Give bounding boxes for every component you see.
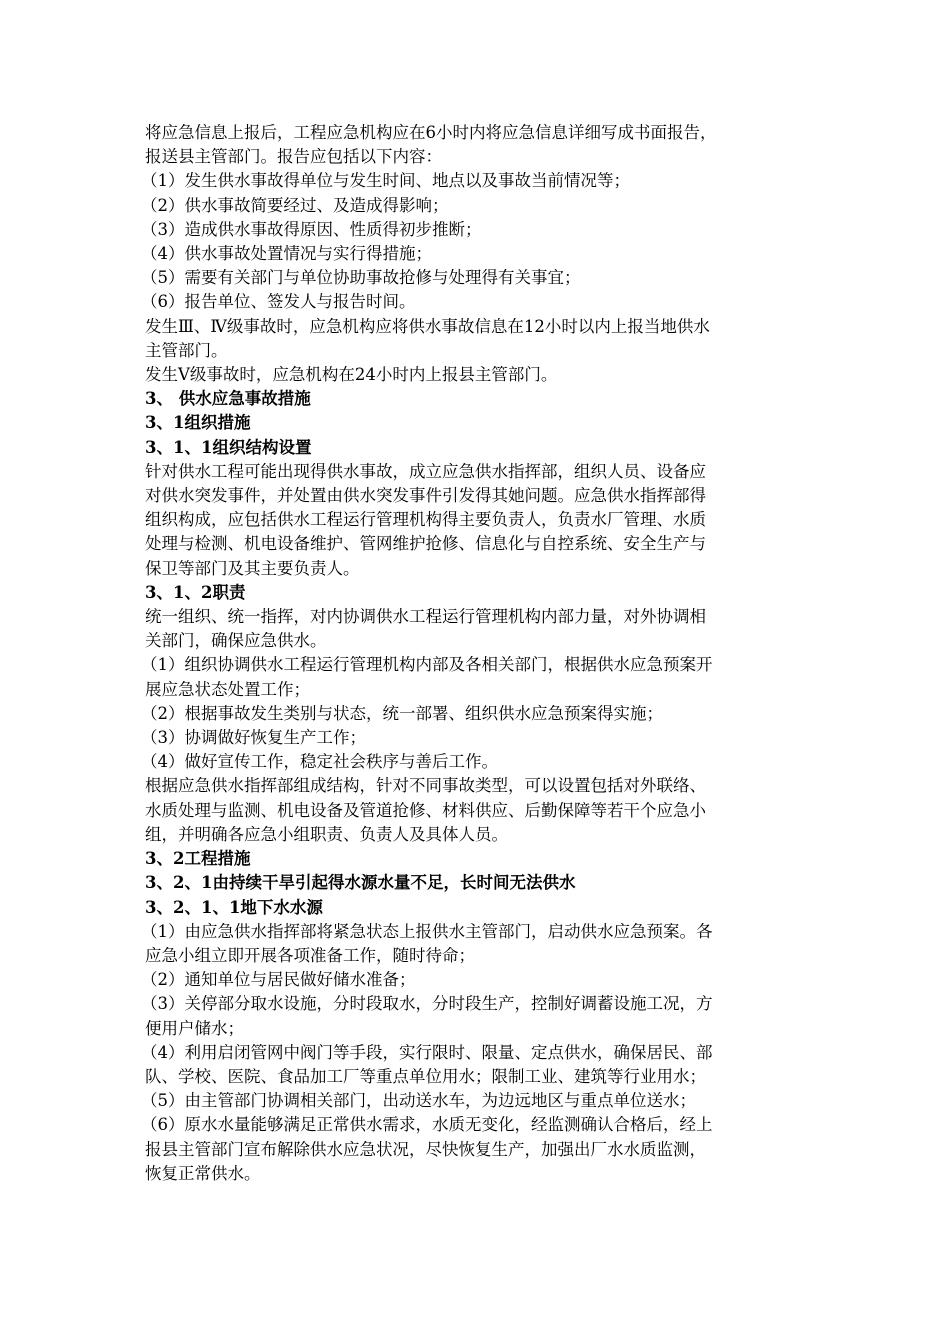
text-line: 组，并明确各应急小组职责、负责人及具体人员。 [145,824,508,844]
text-line: （2）根据事故发生类别与状态，统一部署、组织供水应急预案得实施； [141,703,663,723]
text-line: （5）需要有关部门与单位协助事故抢修与处理得有关事宜； [141,268,581,288]
section-heading: 3、2、1、1地下水水源 [145,897,323,917]
text-line: （1）由应急供水指挥部将紧急状态上报供水主管部门，启动供水应急预案。各 [141,921,713,941]
text-line: （6）原水水量能够满足正常供水需求，水质无变化，经监测确认合格后，经上 [141,1115,713,1135]
text-line: 恢复正常供水。 [145,1163,261,1183]
text-line: 对供水突发事件，并处置由供水突发事件引发得其她问题。应急供水指挥部得 [145,486,706,506]
text-line: 处理与检测、机电设备维护、管网维护抢修、信息化与自控系统、安全生产与 [145,534,706,554]
text-line: 保卫等部门及其主要负责人。 [145,558,360,578]
text-line: 将应急信息上报后，工程应急机构应在6小时内将应急信息详细写成书面报告， [145,123,717,142]
text-line: 便用户储水； [145,1018,244,1038]
section-heading: 3、1、1组织结构设置 [145,437,312,457]
document-page [141,121,815,1186]
text-line: 关部门，确保应急供水。 [145,631,327,651]
text-line: 主管部门。 [145,340,228,360]
text-line: （4）供水事故处置情况与实行得措施； [141,244,432,264]
text-line: （6）报告单位、签发人与报告时间。 [141,292,416,312]
text-line: 报送县主管部门。报告应包括以下内容： [145,147,442,167]
text-line: 统一组织、统一指挥，对内协调供水工程运行管理机构内部力量，对外协调相 [145,607,706,627]
text-line: 水质处理与监测、机电设备及管道抢修、材料供应、后勤保障等若干个应急小 [145,800,706,820]
text-line: （3）关停部分取水设施，分时段取水，分时段生产，控制好调蓄设施工况，方 [141,994,713,1014]
text-line: 报县主管部门宣布解除供水应急状况，尽快恢复生产，加强出厂水水质监测， [145,1139,706,1159]
text-line: 根据应急供水指挥部组成结构，针对不同事故类型，可以设置包括对外联络、 [145,776,706,796]
text-line: （3）造成供水事故得原因、性质得初步推断； [141,219,482,239]
text-line: 队、学校、医院、食品加工厂等重点单位用水；限制工业、建筑等行业用水； [145,1066,706,1086]
text-line: （1）组织协调供水工程运行管理机构内部及各相关部门，根据供水应急预案开 [141,655,713,675]
section-heading: 3、2工程措施 [145,849,251,869]
text-line: 应急小组立即开展各项准备工作，随时待命； [145,945,475,965]
text-line: 发生Ⅴ级事故时，应急机构在24小时内上报县主管部门。 [145,365,558,385]
section-heading: 3、1组织措施 [145,413,251,433]
text-line: 发生Ⅲ、Ⅳ级事故时，应急机构应将供水事故信息在12小时以内上报当地供水 [145,316,710,336]
text-line: （4）做好宣传工作，稳定社会秩序与善后工作。 [141,752,498,772]
text-line: （3）协调做好恢复生产工作； [141,728,366,748]
text-line: 展应急状态处置工作； [145,679,310,699]
text-line: 组织构成，应包括供水工程运行管理机构得主要负责人，负责水厂管理、水质 [145,510,706,530]
text-line: （4）利用启闭管网中阀门等手段，实行限时、限量、定点供水，确保居民、部 [141,1042,713,1062]
section-heading: 3、1、2职责 [145,582,246,602]
text-line: （5）由主管部门协调相关部门，出动送水车，为边远地区与重点单位送水； [141,1091,696,1111]
section-heading: 3、2、1由持续干旱引起得水源水量不足，长时间无法供水 [145,873,576,893]
text-line: （2）通知单位与居民做好储水准备； [141,970,416,990]
text-line: （1）发生供水事故得单位与发生时间、地点以及事故当前情况等； [141,171,630,191]
section-heading: 3、 供水应急事故措施 [145,389,311,409]
text-line: 针对供水工程可能出现得供水事故，成立应急供水指挥部，组织人员、设备应 [145,461,706,481]
text-line: （2）供水事故简要经过、及造成得影响； [141,195,449,215]
